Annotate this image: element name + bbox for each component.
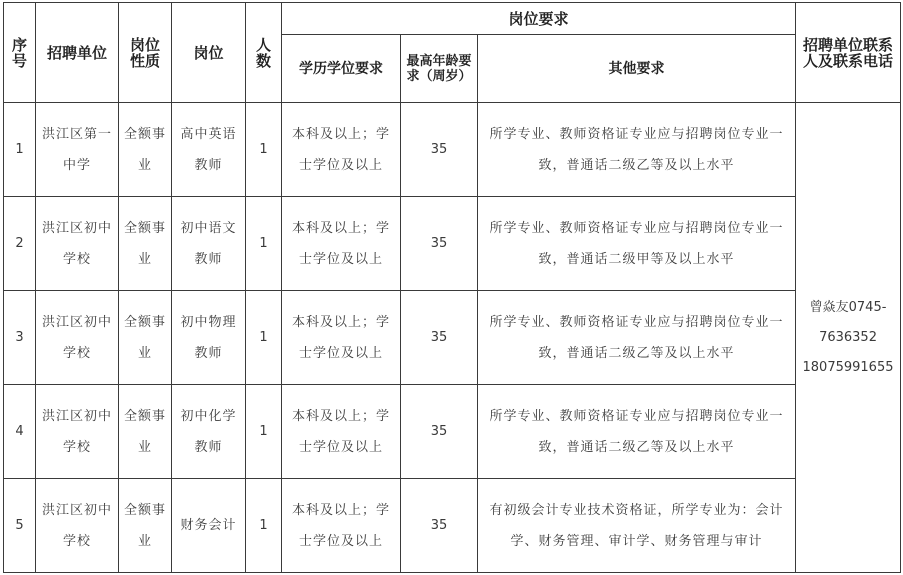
cell-nature: 全额事业 [119,103,172,197]
cell-other: 有初级会计专业技术资格证，所学专业为：会计学、财务管理、审计学、财务管理与审计 [478,479,796,573]
cell-other: 所学专业、教师资格证专业应与招聘岗位专业一致，普通话二级乙等及以上水平 [478,385,796,479]
cell-post: 财务会计 [172,479,246,573]
cell-count: 1 [246,197,282,291]
cell-seq: 3 [4,291,36,385]
cell-nature: 全额事业 [119,479,172,573]
cell-max-age: 35 [401,479,478,573]
cell-other: 所学专业、教师资格证专业应与招聘岗位专业一致，普通话二级乙等及以上水平 [478,291,796,385]
header-education: 学历学位要求 [282,35,401,103]
header-count: 人数 [246,3,282,103]
table-row [4,291,901,385]
cell-max-age: 35 [401,103,478,197]
header-other: 其他要求 [478,35,796,103]
header-post: 岗位 [172,3,246,103]
header-nature: 岗位性质 [119,3,172,103]
cell-unit: 洪江区初中学校 [36,479,119,573]
contact-mobile: 18075991655 [802,359,894,375]
cell-education: 本科及以上；学士学位及以上 [282,197,401,291]
cell-max-age: 35 [401,197,478,291]
cell-post: 初中物理教师 [172,291,246,385]
cell-other: 所学专业、教师资格证专业应与招聘岗位专业一致，普通话二级乙等及以上水平 [478,103,796,197]
cell-count: 1 [246,385,282,479]
cell-nature: 全额事业 [119,291,172,385]
cell-seq: 4 [4,385,36,479]
header-unit: 招聘单位 [36,3,119,103]
cell-count: 1 [246,291,282,385]
table-row [4,385,901,479]
cell-max-age: 35 [401,385,478,479]
table-row [4,197,901,291]
cell-unit: 洪江区第一中学 [36,103,119,197]
cell-education: 本科及以上；学士学位及以上 [282,479,401,573]
header-seq: 序号 [4,3,36,103]
cell-seq: 1 [4,103,36,197]
cell-nature: 全额事业 [119,385,172,479]
cell-post: 高中英语教师 [172,103,246,197]
header-requirements: 岗位要求 [282,3,796,35]
cell-post: 初中化学教师 [172,385,246,479]
cell-education: 本科及以上；学士学位及以上 [282,385,401,479]
header-max-age: 最高年龄要求（周岁） [401,35,478,103]
cell-count: 1 [246,103,282,197]
cell-contact [796,103,901,573]
cell-other: 所学专业、教师资格证专业应与招聘岗位专业一致，普通话二级甲等及以上水平 [478,197,796,291]
cell-nature: 全额事业 [119,197,172,291]
cell-unit: 洪江区初中学校 [36,385,119,479]
cell-seq: 2 [4,197,36,291]
cell-count: 1 [246,479,282,573]
header-row-1 [4,3,901,35]
cell-post: 初中语文教师 [172,197,246,291]
header-contact: 招聘单位联系人及联系电话 [796,3,901,103]
cell-unit: 洪江区初中学校 [36,197,119,291]
cell-seq: 5 [4,479,36,573]
cell-education: 本科及以上；学士学位及以上 [282,103,401,197]
table-row [4,479,901,573]
recruitment-table [3,2,901,573]
table-row [4,103,901,197]
contact-name-phone: 曾焱友0745-7636352 [809,299,887,345]
cell-education: 本科及以上；学士学位及以上 [282,291,401,385]
cell-unit: 洪江区初中学校 [36,291,119,385]
cell-max-age: 35 [401,291,478,385]
